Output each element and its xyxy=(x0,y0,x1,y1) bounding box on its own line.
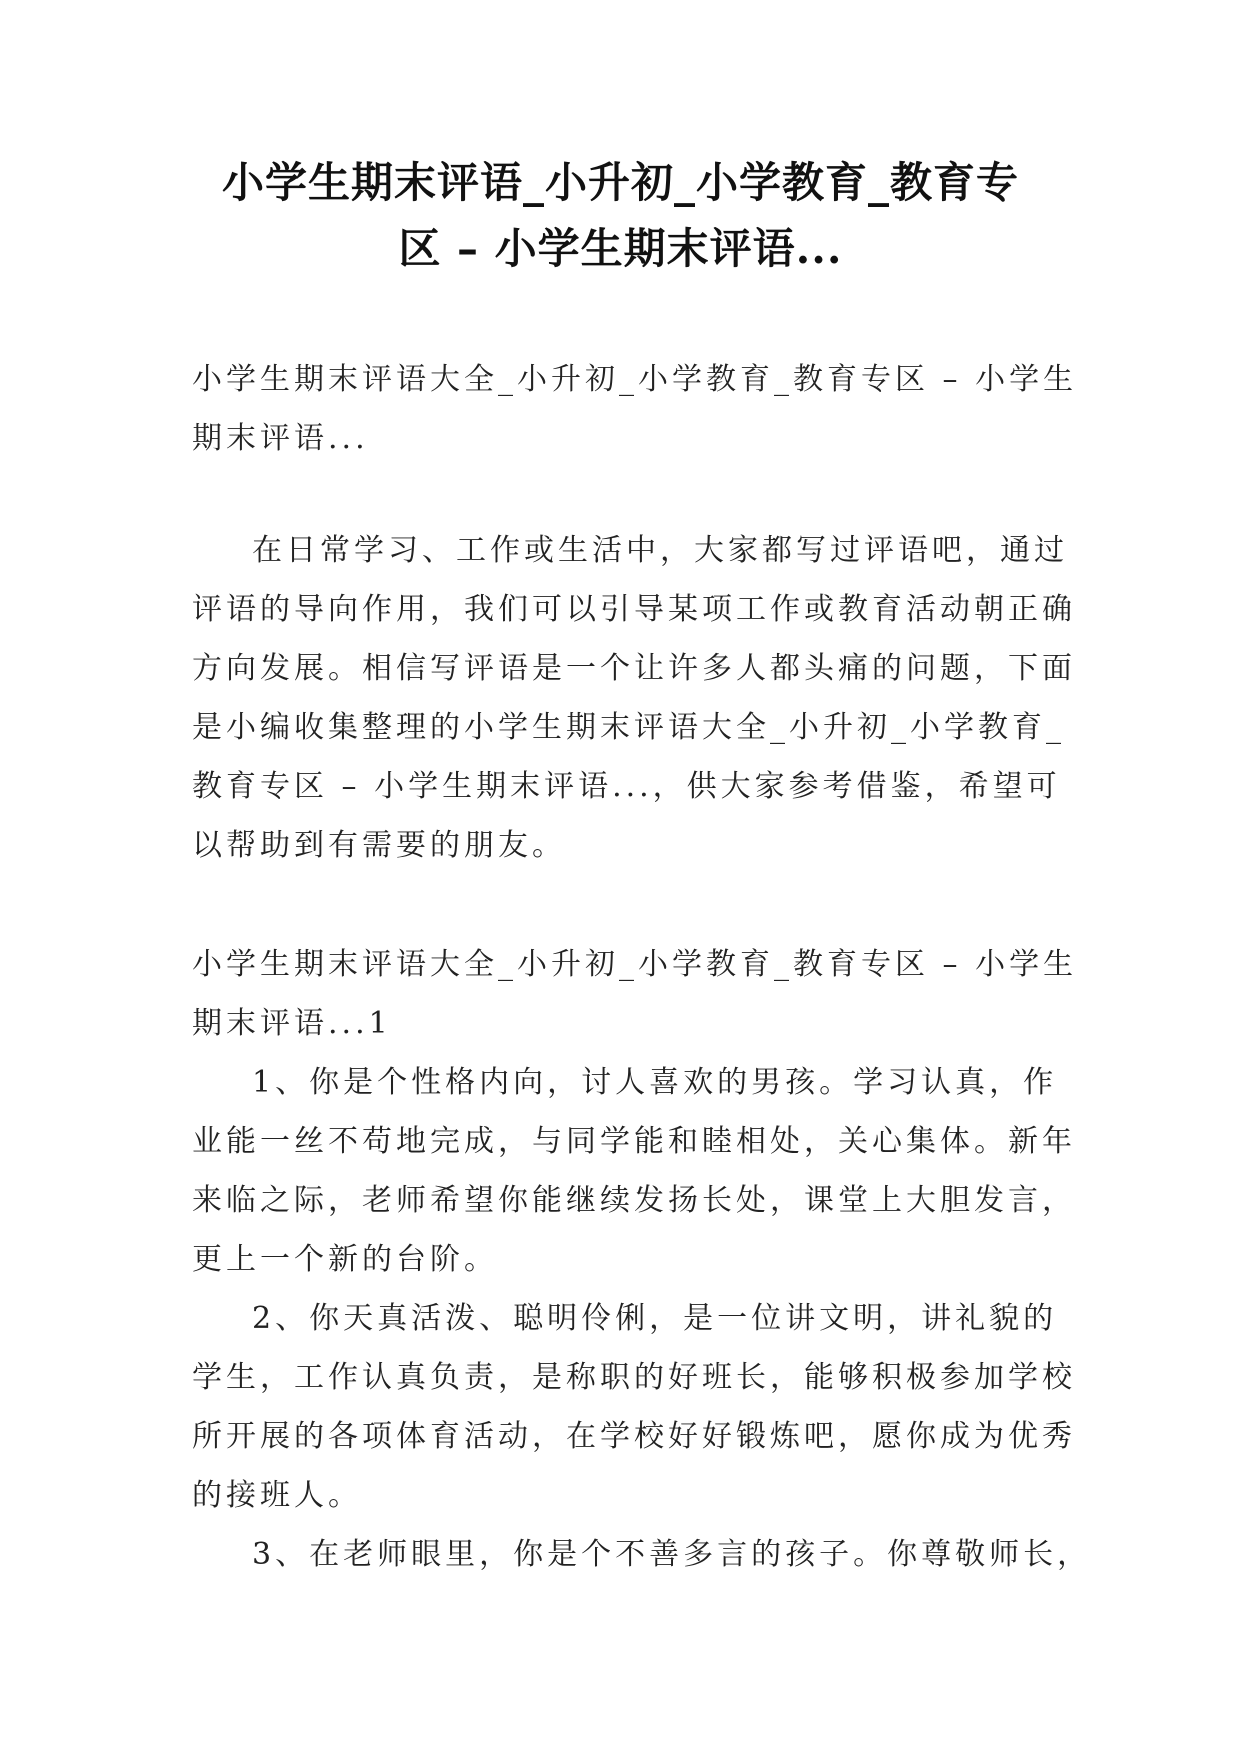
paragraph-line: 来临之际，老师希望你能继续发扬长处，课堂上大胆发言， xyxy=(192,1183,1076,1218)
intro-paragraph xyxy=(192,521,1076,875)
comment-item xyxy=(192,1053,1076,1289)
paragraph-line: 在日常学习、工作或生活中，大家都写过评语吧，通过 xyxy=(252,533,1068,568)
paragraph-line: 3、在老师眼里，你是个不善多言的孩子。你尊敬师长， xyxy=(252,1537,1092,1572)
comment-item xyxy=(192,1525,1092,1584)
paragraph-line: 1、你是个性格内向，讨人喜欢的男孩。学习认真，作 xyxy=(252,1065,1058,1100)
paragraph-line: 以帮助到有需要的朋友。 xyxy=(192,828,566,863)
paragraph-line: 所开展的各项体育活动，在学校好好锻炼吧，愿你成为优秀 xyxy=(192,1419,1076,1454)
paragraph-line: 更上一个新的台阶。 xyxy=(192,1242,498,1277)
comment-item xyxy=(192,1289,1076,1525)
heading-line: 小学生期末评语大全_小升初_小学教育_教育专区 – 小学生 xyxy=(192,947,1078,982)
paragraph-line: 评语的导向作用，我们可以引导某项工作或教育活动朝正确 xyxy=(192,592,1076,627)
subtitle-line: 小学生期末评语大全_小升初_小学教育_教育专区 – 小学生 xyxy=(192,362,1078,397)
subtitle-line: 期末评语... xyxy=(192,421,369,456)
paragraph-line: 学生，工作认真负责，是称职的好班长，能够积极参加学校 xyxy=(192,1360,1076,1395)
heading-line: 期末评语...1 xyxy=(192,1006,392,1041)
paragraph-line: 教育专区 – 小学生期末评语...，供大家参考借鉴，希望可 xyxy=(192,769,1061,804)
document-subtitle xyxy=(192,350,1078,468)
title-line: 区 – 小学生期末评语... xyxy=(398,224,843,273)
title-line: 小学生期末评语_小升初_小学教育_教育专 xyxy=(221,158,1019,207)
paragraph-line: 2、你天真活泼、聪明伶俐，是一位讲文明，讲礼貌的 xyxy=(252,1301,1058,1336)
section-heading xyxy=(192,935,1078,1053)
paragraph-line: 业能一丝不苟地完成，与同学能和睦相处，关心集体。新年 xyxy=(192,1124,1076,1159)
document-title xyxy=(160,150,1081,282)
paragraph-line: 的接班人。 xyxy=(192,1478,362,1513)
paragraph-line: 是小编收集整理的小学生期末评语大全_小升初_小学教育_ xyxy=(192,710,1065,745)
paragraph-line: 方向发展。相信写评语是一个让许多人都头痛的问题，下面 xyxy=(192,651,1076,686)
